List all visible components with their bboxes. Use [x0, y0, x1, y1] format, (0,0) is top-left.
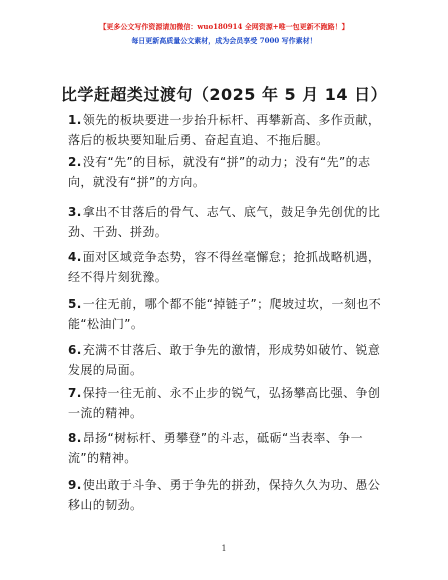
paragraph-text: 昂扬“树标杆、勇攀登”的斗志，砥砺“当表率、争一流”的精神。: [68, 431, 363, 465]
paragraph-text: 领先的板块要进一步抬升标杆、再攀新高、多作贡献，落后的板块要知耻后勇、奋起直追、不拖后腿。: [68, 113, 381, 147]
paragraph-6: [68, 340, 388, 380]
paragraph-text: 使出敢于斗争、勇于争先的拼劲，保持久久为功、愚公移山的韧劲。: [68, 478, 381, 512]
paragraph-5: [68, 294, 388, 334]
paragraph-text: 一往无前，哪个都不能“掉链子”；爬坡过坎，一刻也不能“松油门”。: [68, 297, 382, 331]
paragraph-text: 保持一往无前、永不止步的锐气，弘扬攀高比强、争创一流的精神。: [68, 386, 381, 420]
paragraph-number: 4.: [68, 250, 82, 264]
paragraph-9: [68, 475, 388, 515]
paragraph-number: 6.: [68, 343, 82, 357]
paragraph-text: 充满不甘落后、敢于争先的激情，形成势如破竹、锐意发展的局面。: [68, 343, 381, 377]
paragraph-4: [68, 247, 388, 287]
promo-banner-line-2: 每日更新高质量公文素材，成为会员享受 7000 写作素材！: [131, 36, 317, 45]
promo-banner-line-1: 【更多公文写作资源请加微信：wuo180914 全网资源+唯一包更新不跑路！】: [99, 22, 349, 31]
page-number: 1: [221, 544, 227, 553]
paragraph-number: 2.: [68, 155, 82, 169]
paragraph-text: 拿出不甘落后的骨气、志气、底气，鼓足争先创优的比劲、干劲、拼劲。: [68, 205, 381, 239]
paragraph-number: 9.: [68, 478, 82, 492]
document-title: 比学赶超类过渡句（2025 年 5 月 14 日）: [60, 85, 388, 104]
paragraph-7: [68, 383, 388, 423]
paragraph-1: [68, 110, 388, 150]
paragraph-number: 5.: [68, 297, 82, 311]
paragraph-2: [68, 152, 388, 192]
paragraph-number: 7.: [68, 386, 82, 400]
paragraph-text: 面对区域竞争态势，容不得丝毫懈怠；抢抓战略机遇，经不得片刻犹豫。: [68, 250, 381, 284]
paragraph-number: 3.: [68, 205, 82, 219]
paragraph-text: 没有“先”的目标，就没有“拼”的动力；没有“先”的志向，就没有“拼”的方向。: [68, 155, 371, 189]
paragraph-number: 1.: [68, 113, 82, 127]
paragraph-8: [68, 428, 388, 468]
paragraph-3: [68, 202, 388, 242]
paragraph-number: 8.: [68, 431, 82, 445]
